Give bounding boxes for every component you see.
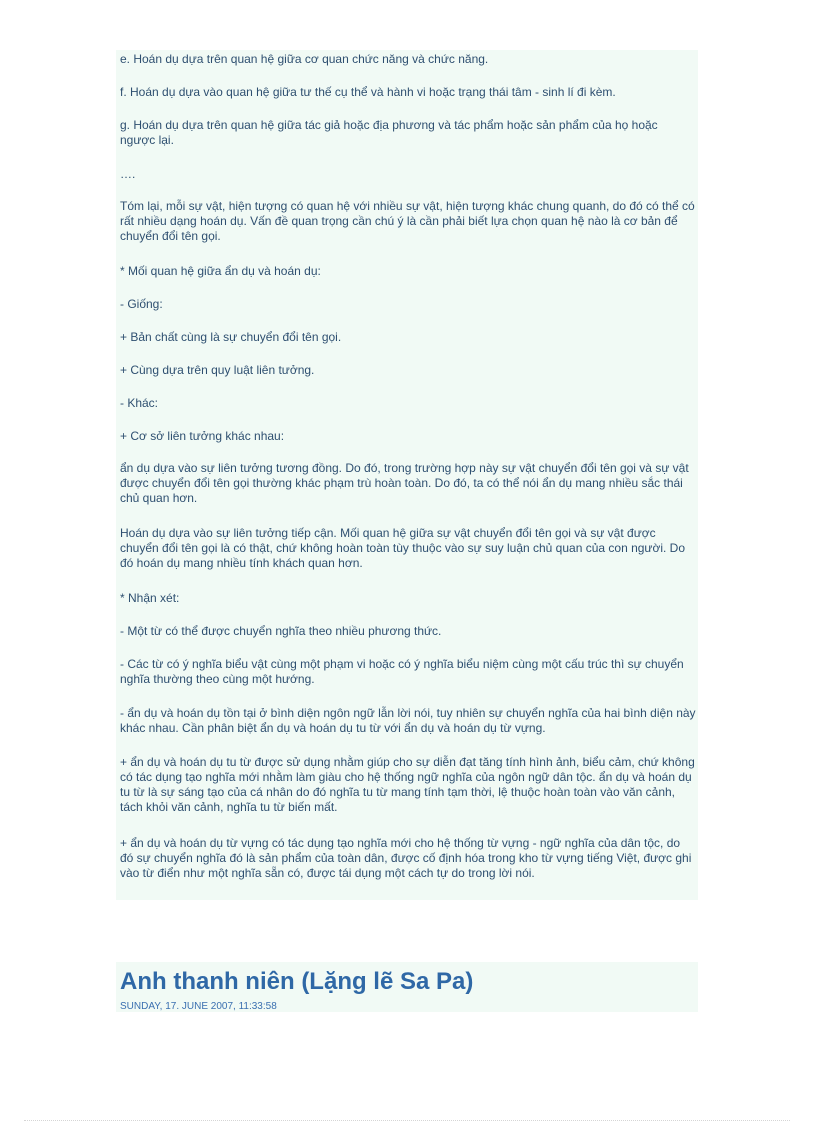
- bullet-association: + Cùng dựa trên quy luật liên tưởng.: [120, 363, 315, 377]
- remark-2: - Các từ có ý nghĩa biểu vật cùng một phạm vi hoặc có ý nghĩa biểu niệm cùng một cấu trúc thì sự chuyển nghĩa thường theo cùng một hướng.: [120, 657, 684, 686]
- label-similar: - Giống:: [120, 297, 163, 311]
- paragraph-metonymy: Hoán dụ dựa vào sự liên tưởng tiếp cận. Mối quan hệ giữa sự vật chuyển đổi tên gọi và sự vật được chuyển đổi tên gọi là có thật, chứ không hoàn toàn tùy thuộc vào sự suy luận chủ quan của con người. Do đó hoán dụ mang nhiều tính khách quan hơn.: [120, 526, 686, 570]
- bullet-basis: + Cơ sở liên tưởng khác nhau:: [120, 429, 285, 443]
- label-different: - Khác:: [120, 396, 159, 410]
- paragraph-summary: Tóm lại, mỗi sự vật, hiện tượng có quan hệ với nhiều sự vật, hiện tượng khác chung quanh, do đó có thể có rất nhiều dạng hoán dụ. Vấn đề quan trọng cần chú ý là cần phải biết lựa chọn quan hệ nào là cơ bản để chuyển đổi tên gọi.: [120, 199, 695, 243]
- remark-1: - Một từ có thể được chuyển nghĩa theo nhiều phương thức.: [120, 624, 442, 638]
- paragraph-f: f. Hoán dụ dựa vào quan hệ giữa tư thế cụ thể và hành vi hoặc trạng thái tâm - sinh lí đi kèm.: [120, 85, 616, 99]
- post-date: SUNDAY, 17. JUNE 2007, 11:33:58: [120, 1001, 277, 1012]
- bottom-divider: [24, 1120, 790, 1121]
- post-title[interactable]: Anh thanh niên (Lặng lẽ Sa Pa): [120, 968, 474, 995]
- remark-3: - ẩn dụ và hoán dụ tồn tại ở bình diện ngôn ngữ lẫn lời nói, tuy nhiên sự chuyển nghĩa của hai bình diện này khác nhau. Cần phân biệt ẩn dụ và hoán dụ tu từ với ẩn dụ và hoán dụ từ vựng.: [120, 706, 696, 735]
- remark-rhetorical: + ẩn dụ và hoán dụ tu từ được sử dụng nhằm giúp cho sự diễn đạt tăng tính hình ảnh, biểu cảm, chứ không có tác dụng tạo nghĩa mới nhằm làm giàu cho hệ thống ngữ nghĩa của ngôn ngữ dân tộc. ẩn dụ và hoán dụ tu từ là sự sáng tạo của cá nhân do đó nghĩa tu từ mang tính tạm thời, lệ thuộc hoàn toàn vào văn cảnh, tách khỏi văn cảnh, nghĩa tu từ biến mất.: [120, 755, 695, 814]
- paragraph-e: e. Hoán dụ dựa trên quan hệ giữa cơ quan chức năng và chức năng.: [120, 52, 489, 66]
- article-body: [116, 50, 698, 900]
- paragraph-g: g. Hoán dụ dựa trên quan hệ giữa tác giả hoặc địa phương và tác phẩm hoặc sản phẩm của họ hoặc ngược lại.: [120, 118, 658, 147]
- bullet-nature: + Bản chất cùng là sự chuyển đổi tên gọi.: [120, 330, 342, 344]
- remark-lexical: + ẩn dụ và hoán dụ từ vựng có tác dụng tạo nghĩa mới cho hệ thống từ vựng - ngữ nghĩa của dân tộc, do đó sự chuyển nghĩa đó là sản phẩm của toàn dân, được cố định hóa trong kho từ vựng tiếng Việt, được ghi vào từ điển như một nghĩa sẵn có, được tái dụng một cách tự do trong lời nói.: [120, 836, 692, 880]
- heading-relation: * Mối quan hệ giữa ẩn dụ và hoán dụ:: [120, 264, 321, 278]
- paragraph-ellipsis: ….: [120, 167, 136, 181]
- heading-remarks: * Nhận xét:: [120, 591, 180, 605]
- paragraph-metaphor: ẩn dụ dựa vào sự liên tưởng tương đồng. Do đó, trong trường hợp này sự vật chuyển đổi tên gọi và sự vật được chuyển đổi tên gọi thường khác phạm trù hoàn toàn. Do đó, ta có thể nói ẩn dụ mang nhiều sắc thái chủ quan hơn.: [120, 461, 689, 505]
- post-header: [116, 962, 698, 1012]
